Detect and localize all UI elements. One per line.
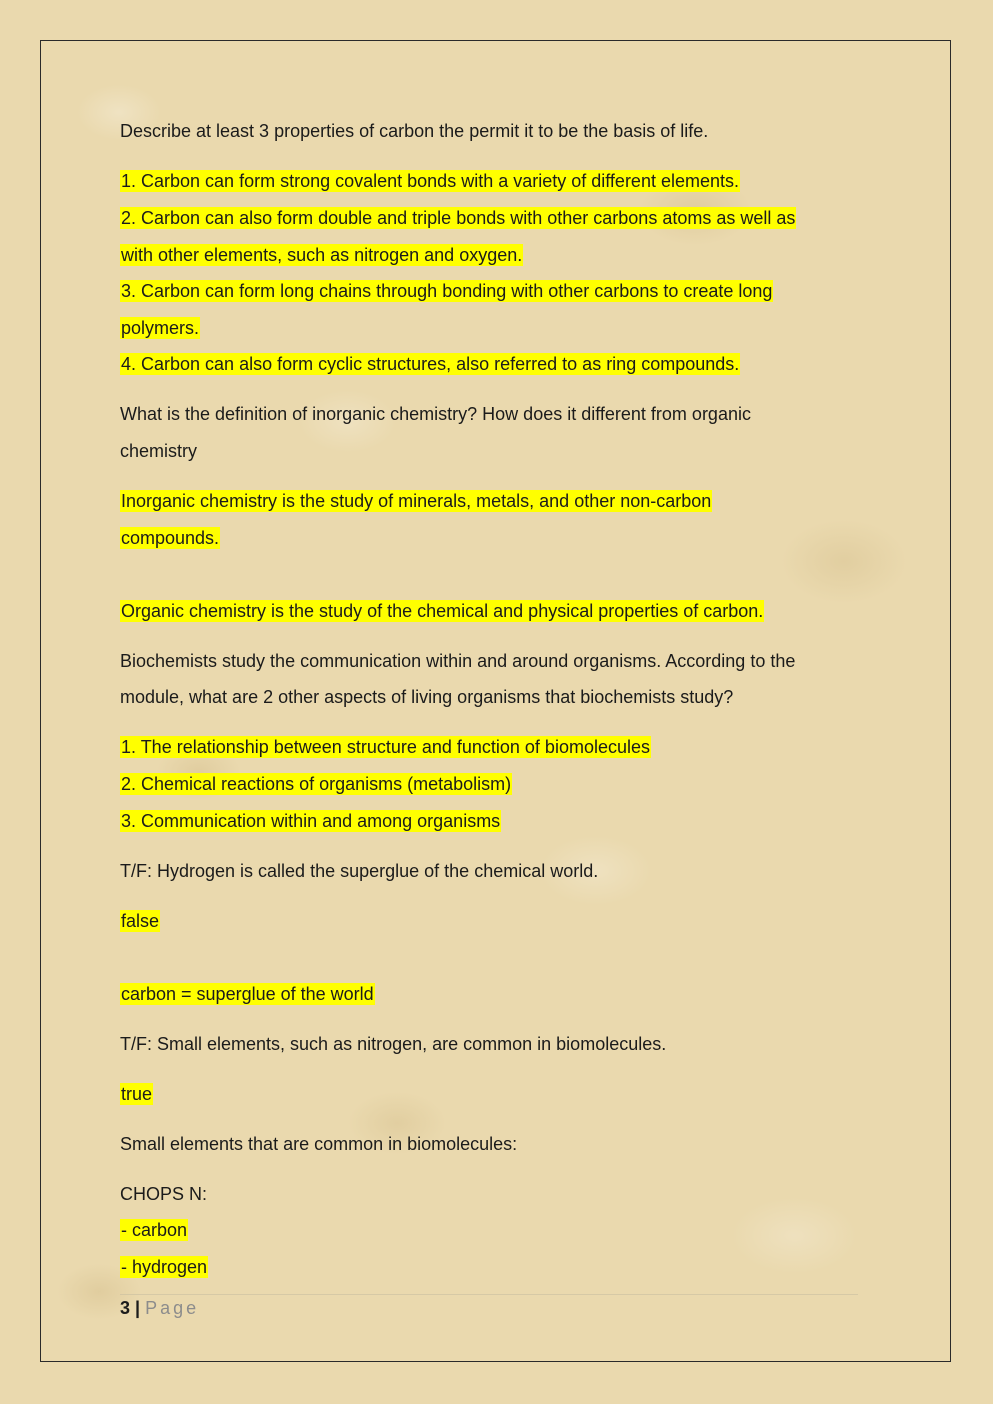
question-2-line-2: chemistry — [120, 441, 198, 461]
answer-2-line-2: compounds. — [121, 528, 220, 548]
footer-separator: | — [135, 1298, 141, 1318]
answer-2-line-1: Inorganic chemistry is the study of minerals, metals, and other non-carbon — [121, 491, 712, 511]
page-footer — [120, 1294, 858, 1321]
answer-1-line-1: 1. Carbon can form strong covalent bonds with a variety of different elements. — [121, 171, 739, 191]
answer-1-line-6: 4. Carbon can also form cyclic structures, also referred to as ring compounds. — [121, 354, 740, 374]
answer-4: false — [121, 911, 160, 931]
answer-2-line-3: Organic chemistry is the study of the chemical and physical properties of carbon. — [121, 601, 764, 621]
chops-mnemonic: CHOPS N: — [120, 1184, 208, 1204]
question-4: T/F: Hydrogen is called the superglue of the chemical world. — [120, 861, 599, 881]
question-3-line-2: module, what are 2 other aspects of living organisms that biochemists study? — [120, 687, 734, 707]
answer-1-line-5: polymers. — [121, 318, 200, 338]
answer-3-line-1: 1. The relationship between structure and function of biomolecules — [121, 737, 650, 757]
question-2-line-1: What is the definition of inorganic chemistry? How does it different from organic — [120, 404, 751, 424]
answer-3-line-2: 2. Chemical reactions of organisms (metabolism) — [121, 774, 512, 794]
element-item-hydrogen: - hydrogen — [121, 1257, 208, 1277]
question-5: T/F: Small elements, such as nitrogen, are common in biomolecules. — [120, 1034, 667, 1054]
answer-1-line-2: 2. Carbon can also form double and triple bonds with other carbons atoms as well as — [121, 208, 796, 228]
answer-1-line-4: 3. Carbon can form long chains through bonding with other carbons to create long — [121, 281, 773, 301]
page-number: 3 — [120, 1298, 131, 1318]
answer-1-line-3: with other elements, such as nitrogen and oxygen. — [121, 245, 523, 265]
answer-3-line-3: 3. Communication within and among organisms — [121, 811, 501, 831]
small-elements-heading: Small elements that are common in biomolecules: — [120, 1134, 518, 1154]
element-item-carbon: - carbon — [121, 1220, 188, 1240]
page-label: Page — [145, 1298, 200, 1318]
answer-4-note: carbon = superglue of the world — [121, 984, 374, 1004]
question-1: Describe at least 3 properties of carbon the permit it to be the basis of life. — [120, 121, 709, 141]
answer-5: true — [121, 1084, 153, 1104]
question-3-line-1: Biochemists study the communication within and around organisms. According to the — [120, 651, 796, 671]
